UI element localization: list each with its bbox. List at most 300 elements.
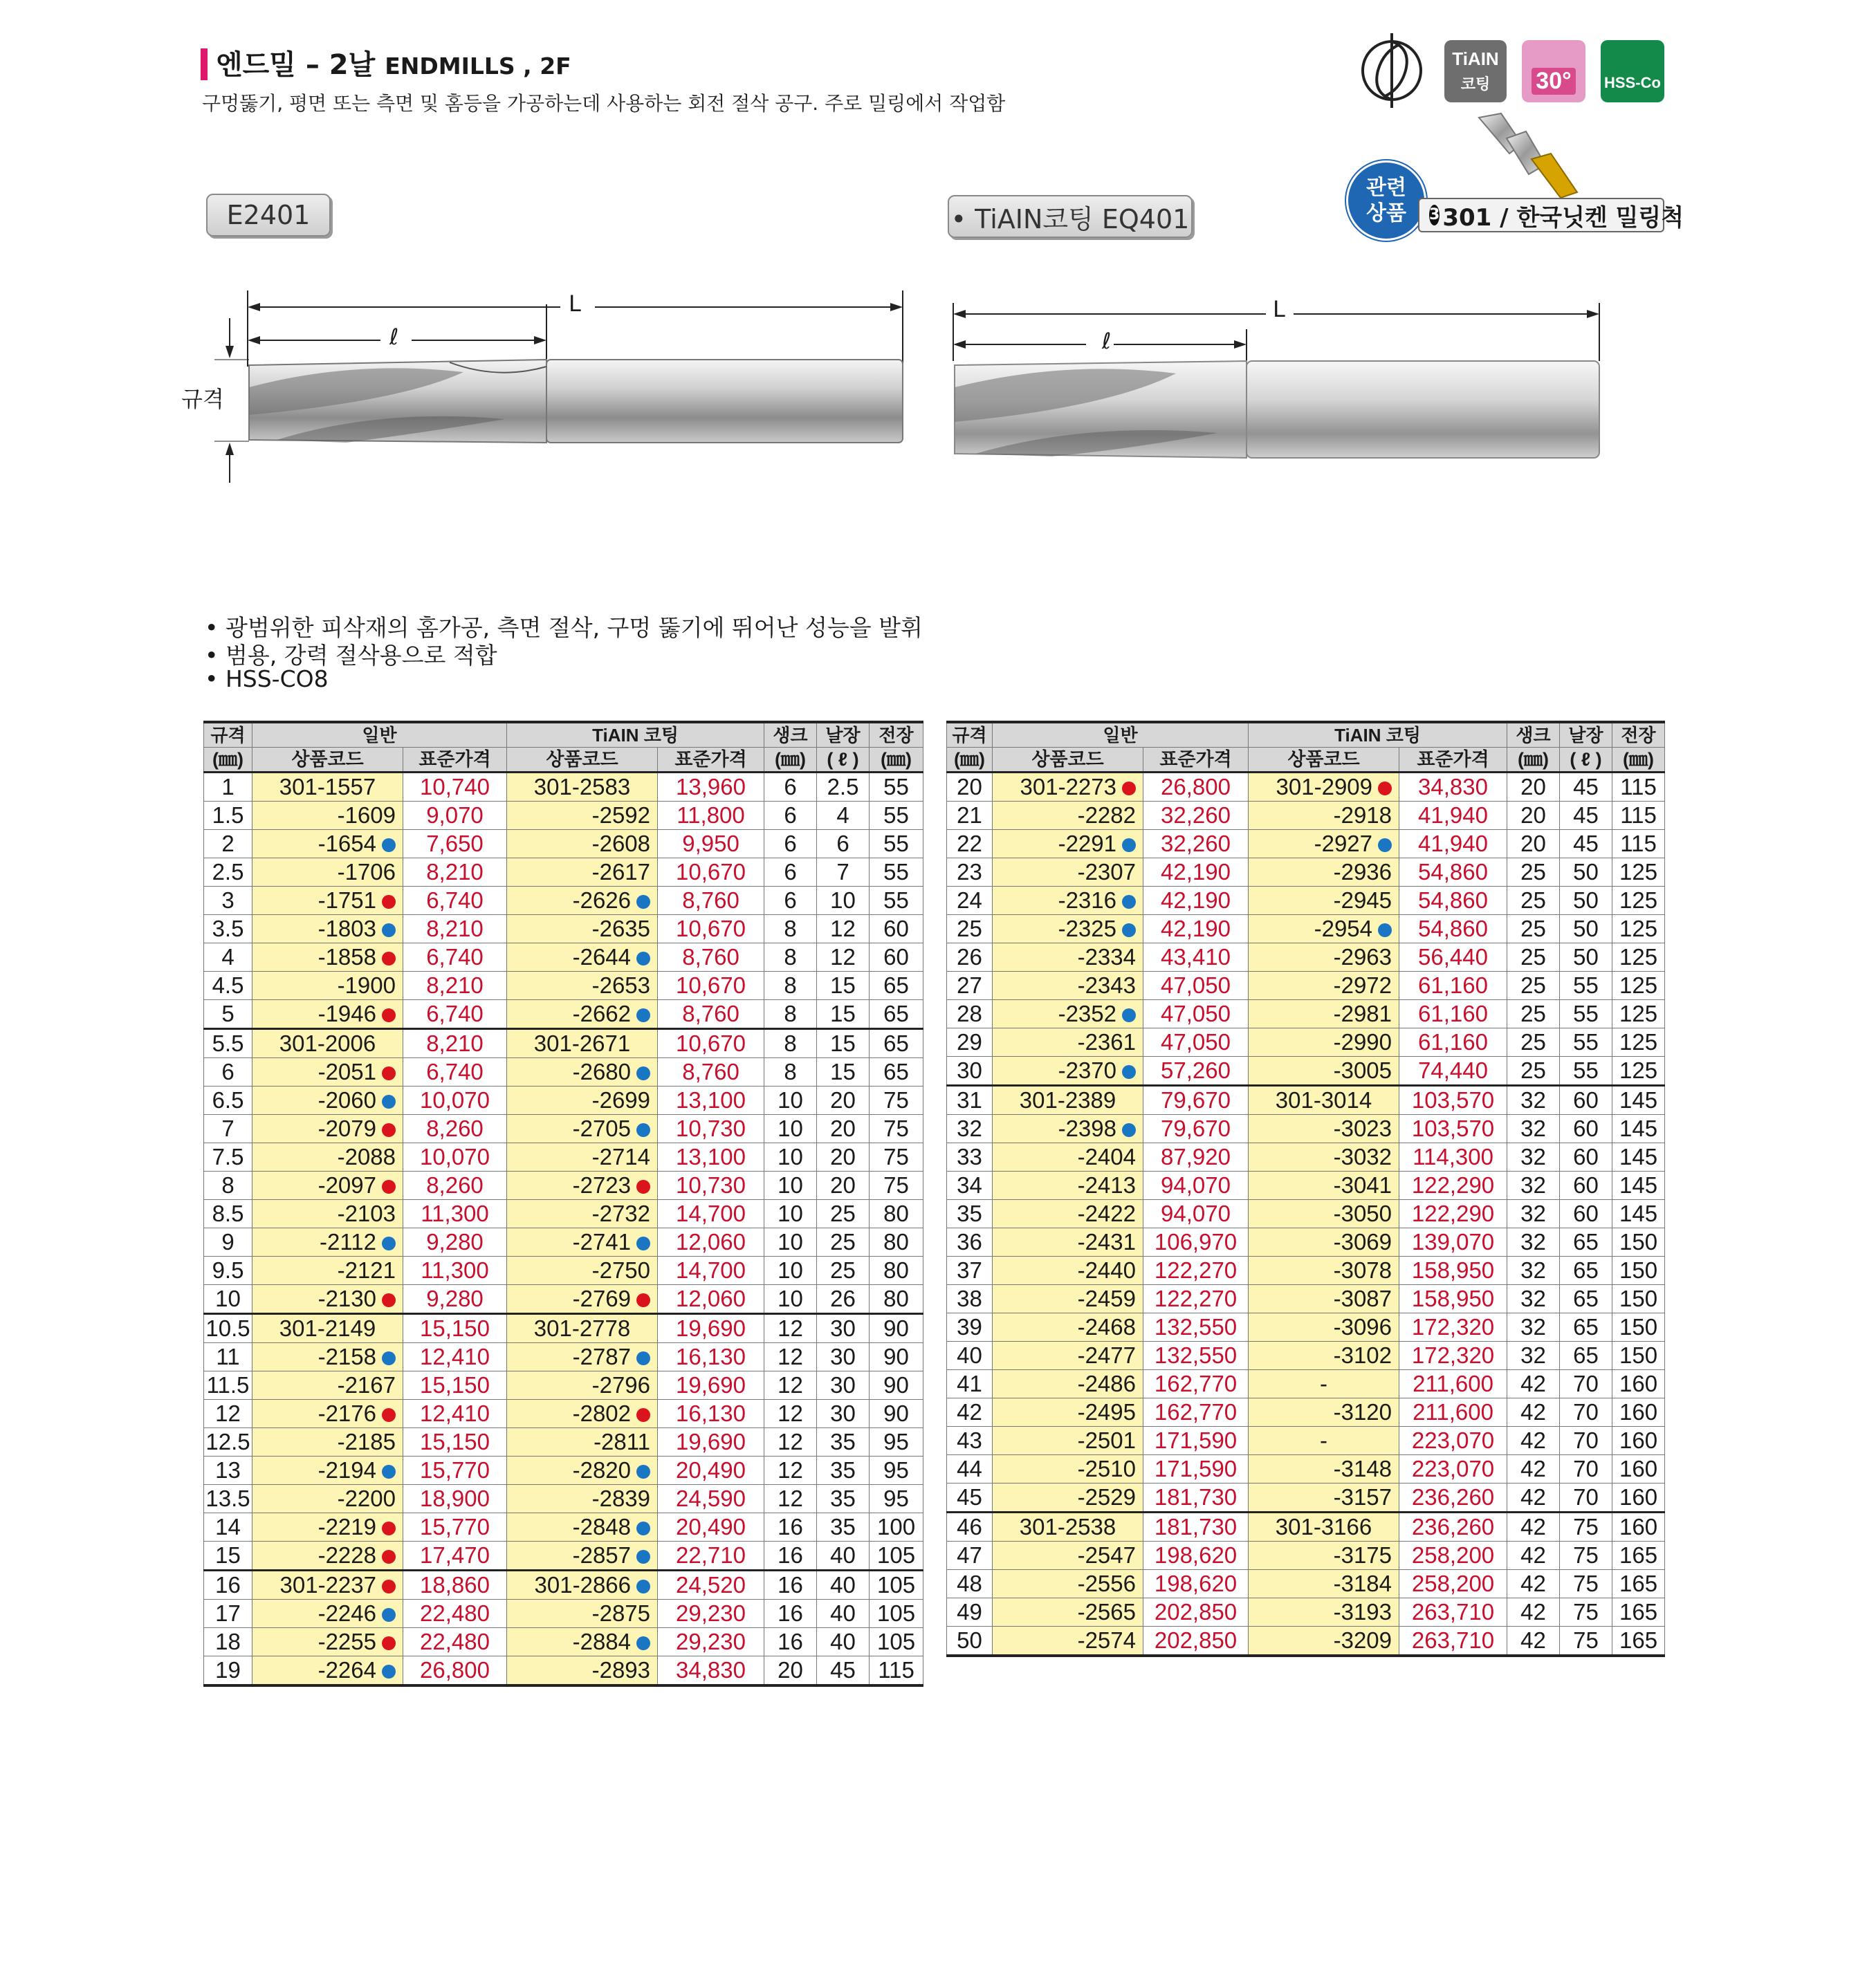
- table-row: [947, 1513, 1665, 1542]
- cell-general-code: -2246: [252, 1600, 403, 1628]
- stock-red-dot-icon: [382, 1636, 396, 1650]
- cell-size: 5: [204, 1000, 252, 1029]
- cell-tialn-code: 301-2671: [507, 1029, 658, 1058]
- stock-red-dot-icon: [382, 895, 396, 909]
- title-en: ENDMILLS , 2F: [385, 53, 571, 80]
- stock-red-dot-icon: [382, 1408, 396, 1422]
- cell-size: 27: [947, 972, 993, 1000]
- cell-tialn-code: -2635: [507, 915, 658, 943]
- cell-shank: 42: [1507, 1542, 1560, 1570]
- cell-size: 1.5: [204, 802, 252, 830]
- cell-flute: 50: [1560, 887, 1612, 915]
- cell-general-code: -2574: [993, 1627, 1143, 1656]
- cell-size: 6.5: [204, 1087, 252, 1115]
- cell-shank: 10: [764, 1285, 817, 1314]
- stock-blue-dot-icon: [1122, 923, 1136, 937]
- cell-tialn-code: -3102: [1249, 1342, 1399, 1370]
- cell-general-code: -2486: [993, 1370, 1143, 1398]
- cell-total: 115: [1612, 830, 1665, 858]
- cell-general-code: -2194: [252, 1457, 403, 1485]
- cell-tialn-code: 301-2583: [507, 773, 658, 802]
- table-row: [204, 915, 923, 943]
- cell-size: 35: [947, 1200, 993, 1228]
- cell-general-code: -1609: [252, 802, 403, 830]
- cell-shank: 16: [764, 1628, 817, 1656]
- cell-size: 7: [204, 1115, 252, 1143]
- stock-blue-dot-icon: [1122, 1123, 1136, 1137]
- cell-shank: 16: [764, 1513, 817, 1542]
- cell-shank: 25: [1507, 1000, 1560, 1028]
- cell-tialn-code: -2741: [507, 1228, 658, 1257]
- cell-tialn-price: 29,230: [658, 1628, 764, 1656]
- cell-general-code: 301-2389: [993, 1086, 1143, 1115]
- cell-tialn-price: 139,070: [1399, 1228, 1507, 1257]
- col-size-unit: (㎜): [204, 748, 252, 773]
- cell-tialn-code: -3069: [1249, 1228, 1399, 1257]
- cell-flute: 45: [817, 1656, 870, 1686]
- cell-general-price: 198,620: [1143, 1542, 1249, 1570]
- cell-tialn-price: 16,130: [658, 1400, 764, 1428]
- table-row: [204, 1513, 923, 1542]
- cell-size: 23: [947, 858, 993, 887]
- cell-flute: 55: [1560, 1028, 1612, 1057]
- cell-general-code: 301-2273: [993, 773, 1143, 802]
- col-general: 일반: [252, 722, 507, 748]
- cell-tialn-price: 24,520: [658, 1571, 764, 1600]
- table-row: [947, 858, 1665, 887]
- related-number-icon: 3: [1429, 205, 1440, 225]
- cell-general-code: -2088: [252, 1143, 403, 1172]
- table-row: [204, 773, 923, 802]
- cell-general-price: 47,050: [1143, 1028, 1249, 1057]
- cell-total: 150: [1612, 1342, 1665, 1370]
- cell-flute: 45: [1560, 802, 1612, 830]
- cell-general-code: -2556: [993, 1570, 1143, 1598]
- cell-general-price: 7,650: [403, 830, 507, 858]
- cell-size: 9.5: [204, 1257, 252, 1285]
- cell-size: 3: [204, 887, 252, 915]
- cell-shank: 6: [764, 830, 817, 858]
- cell-size: 31: [947, 1086, 993, 1115]
- dim-label-l-left: ℓ: [389, 324, 399, 350]
- cell-shank: 10: [764, 1200, 817, 1228]
- cell-shank: 42: [1507, 1455, 1560, 1484]
- cell-total: 75: [870, 1143, 923, 1172]
- cell-shank: 6: [764, 858, 817, 887]
- cell-tialn-code: -3175: [1249, 1542, 1399, 1570]
- cell-total: 165: [1612, 1542, 1665, 1570]
- cell-tialn-code: -2857: [507, 1542, 658, 1571]
- cell-general-code: -2529: [993, 1484, 1143, 1513]
- cell-total: 115: [1612, 802, 1665, 830]
- cell-general-code: -2079: [252, 1115, 403, 1143]
- cell-general-price: 9,280: [403, 1285, 507, 1314]
- table-row: [204, 1058, 923, 1087]
- cell-total: 105: [870, 1600, 923, 1628]
- cell-shank: 8: [764, 1000, 817, 1029]
- cell-flute: 6: [817, 830, 870, 858]
- cell-total: 95: [870, 1428, 923, 1457]
- cell-size: 4.5: [204, 972, 252, 1000]
- cell-total: 160: [1612, 1427, 1665, 1455]
- cell-tialn-code: 301-2866: [507, 1571, 658, 1600]
- cell-general-code: -1654: [252, 830, 403, 858]
- cell-shank: 6: [764, 773, 817, 802]
- cell-general-code: -2291: [993, 830, 1143, 858]
- cell-total: 165: [1612, 1598, 1665, 1627]
- cell-total: 160: [1612, 1398, 1665, 1427]
- cell-tialn-price: 34,830: [1399, 773, 1507, 802]
- cell-flute: 30: [817, 1400, 870, 1428]
- cell-total: 75: [870, 1115, 923, 1143]
- cell-general-price: 79,670: [1143, 1086, 1249, 1115]
- col-code: 상품코드: [993, 748, 1143, 773]
- cell-flute: 60: [1560, 1143, 1612, 1172]
- cell-tialn-price: 19,690: [658, 1371, 764, 1400]
- cell-total: 65: [870, 1029, 923, 1058]
- cell-tialn-price: 103,570: [1399, 1086, 1507, 1115]
- cell-total: 55: [870, 858, 923, 887]
- col-shank-unit: (㎜): [764, 748, 817, 773]
- cell-tialn-code: -3193: [1249, 1598, 1399, 1627]
- cell-size: 45: [947, 1484, 993, 1513]
- cell-general-code: -2565: [993, 1598, 1143, 1627]
- cell-size: 12.5: [204, 1428, 252, 1457]
- cell-size: 6: [204, 1058, 252, 1087]
- cell-size: 40: [947, 1342, 993, 1370]
- cell-shank: 42: [1507, 1598, 1560, 1627]
- cell-tialn-code: -2705: [507, 1115, 658, 1143]
- cell-tialn-code: -3184: [1249, 1570, 1399, 1598]
- cell-flute: 40: [817, 1542, 870, 1571]
- cell-shank: 25: [1507, 858, 1560, 887]
- cell-total: 65: [870, 1000, 923, 1029]
- table-row: [947, 1570, 1665, 1598]
- cell-total: 90: [870, 1371, 923, 1400]
- table-row: [204, 1485, 923, 1513]
- cell-general-price: 22,480: [403, 1628, 507, 1656]
- table-row: [204, 1371, 923, 1400]
- cell-general-price: 12,410: [403, 1343, 507, 1371]
- cell-total: 100: [870, 1513, 923, 1542]
- cell-shank: 42: [1507, 1427, 1560, 1455]
- col-price: 표준가격: [403, 748, 507, 773]
- cell-total: 145: [1612, 1172, 1665, 1200]
- cell-tialn-price: 41,940: [1399, 802, 1507, 830]
- cell-tialn-code: -2732: [507, 1200, 658, 1228]
- cell-tialn-code: -3096: [1249, 1313, 1399, 1342]
- cell-tialn-price: 24,590: [658, 1485, 764, 1513]
- cell-general-price: 8,260: [403, 1172, 507, 1200]
- cell-flute: 65: [1560, 1257, 1612, 1285]
- cell-tialn-code: -2608: [507, 830, 658, 858]
- cell-tialn-code: -2802: [507, 1400, 658, 1428]
- cell-flute: 50: [1560, 915, 1612, 943]
- stock-blue-dot-icon: [1122, 1065, 1136, 1079]
- cell-tialn-price: 10,670: [658, 972, 764, 1000]
- table-row: [947, 915, 1665, 943]
- cell-general-code: -1803: [252, 915, 403, 943]
- stock-blue-dot-icon: [636, 1123, 650, 1137]
- cell-general-code: -2219: [252, 1513, 403, 1542]
- cell-size: 1: [204, 773, 252, 802]
- cell-general-code: 301-2149: [252, 1314, 403, 1343]
- cell-general-price: 9,070: [403, 802, 507, 830]
- cell-shank: 32: [1507, 1228, 1560, 1257]
- cell-shank: 20: [1507, 830, 1560, 858]
- cell-tialn-code: -2787: [507, 1343, 658, 1371]
- cell-total: 125: [1612, 858, 1665, 887]
- stock-blue-dot-icon: [636, 1066, 650, 1080]
- cell-general-code: -2501: [993, 1427, 1143, 1455]
- cell-general-code: -2158: [252, 1343, 403, 1371]
- cell-size: 5.5: [204, 1029, 252, 1058]
- cell-size: 10.5: [204, 1314, 252, 1343]
- cell-size: 36: [947, 1228, 993, 1257]
- cell-tialn-code: -2653: [507, 972, 658, 1000]
- cell-general-price: 8,210: [403, 972, 507, 1000]
- table-row: [204, 1600, 923, 1628]
- cell-flute: 20: [817, 1172, 870, 1200]
- cell-shank: 10: [764, 1172, 817, 1200]
- cell-flute: 30: [817, 1343, 870, 1371]
- cell-size: 4: [204, 943, 252, 972]
- cell-total: 165: [1612, 1570, 1665, 1598]
- cell-size: 11: [204, 1343, 252, 1371]
- coating-icon-subtext: 코팅: [1460, 75, 1491, 93]
- title-accent-bar: [201, 48, 208, 80]
- cell-size: 13: [204, 1457, 252, 1485]
- cell-size: 21: [947, 802, 993, 830]
- col-code: 상품코드: [1249, 748, 1399, 773]
- cell-shank: 42: [1507, 1370, 1560, 1398]
- cell-tialn-price: 223,070: [1399, 1427, 1507, 1455]
- cell-tialn-code: -2927: [1249, 830, 1399, 858]
- cell-flute: 20: [817, 1087, 870, 1115]
- cell-tialn-code: 301-2778: [507, 1314, 658, 1343]
- cell-general-code: -2228: [252, 1542, 403, 1571]
- cell-size: 18: [204, 1628, 252, 1656]
- cell-tialn-code: -3087: [1249, 1285, 1399, 1313]
- table-row: [204, 1400, 923, 1428]
- cell-general-code: -2413: [993, 1172, 1143, 1200]
- cell-general-code: 301-2006: [252, 1029, 403, 1058]
- table-row: [947, 1228, 1665, 1257]
- cell-general-price: 8,210: [403, 858, 507, 887]
- cell-size: 19: [204, 1656, 252, 1686]
- cell-tialn-code: 301-2909: [1249, 773, 1399, 802]
- cell-general-code: -2255: [252, 1628, 403, 1656]
- cell-shank: 8: [764, 943, 817, 972]
- col-size: 규격: [947, 722, 993, 748]
- related-product-link[interactable]: [1418, 198, 1684, 232]
- cell-flute: 55: [1560, 1057, 1612, 1086]
- cell-tialn-code: -3148: [1249, 1455, 1399, 1484]
- col-size: 규격: [204, 722, 252, 748]
- cell-total: 55: [870, 830, 923, 858]
- cell-tialn-price: 158,950: [1399, 1285, 1507, 1313]
- stock-blue-dot-icon: [382, 1237, 396, 1250]
- cell-general-price: 32,260: [1143, 802, 1249, 830]
- cell-shank: 42: [1507, 1398, 1560, 1427]
- stock-blue-dot-icon: [382, 1095, 396, 1109]
- cell-tialn-code: -3120: [1249, 1398, 1399, 1427]
- cell-general-price: 32,260: [1143, 830, 1249, 858]
- col-code: 상품코드: [507, 748, 658, 773]
- cell-total: 105: [870, 1628, 923, 1656]
- cell-tialn-code: -2884: [507, 1628, 658, 1656]
- cell-tialn-price: 11,800: [658, 802, 764, 830]
- table-row: [947, 1285, 1665, 1313]
- tialn-coating-icon: [1444, 40, 1507, 102]
- table-row: [204, 1428, 923, 1457]
- cell-size: 20: [947, 773, 993, 802]
- cell-flute: 40: [817, 1571, 870, 1600]
- cell-shank: 16: [764, 1571, 817, 1600]
- cell-tialn-code: -3041: [1249, 1172, 1399, 1200]
- table-row: [204, 1087, 923, 1115]
- cell-flute: 4: [817, 802, 870, 830]
- cell-total: 125: [1612, 887, 1665, 915]
- cell-tialn-code: -2990: [1249, 1028, 1399, 1057]
- cell-flute: 35: [817, 1457, 870, 1485]
- table-row: [947, 1398, 1665, 1427]
- cell-total: 115: [870, 1656, 923, 1686]
- stock-blue-dot-icon: [382, 1351, 396, 1365]
- cell-general-code: -1858: [252, 943, 403, 972]
- cell-total: 60: [870, 915, 923, 943]
- table-row: [204, 1228, 923, 1257]
- cell-size: 49: [947, 1598, 993, 1627]
- cell-shank: 25: [1507, 887, 1560, 915]
- cell-general-code: -2334: [993, 943, 1143, 972]
- cell-tialn-price: 54,860: [1399, 858, 1507, 887]
- cell-size: 37: [947, 1257, 993, 1285]
- cell-general-code: -2200: [252, 1485, 403, 1513]
- cell-tialn-price: 10,730: [658, 1172, 764, 1200]
- cell-total: 125: [1612, 943, 1665, 972]
- cell-tialn-price: 54,860: [1399, 887, 1507, 915]
- cell-flute: 55: [1560, 1000, 1612, 1028]
- cell-general-code: -2495: [993, 1398, 1143, 1427]
- cell-tialn-code: -2848: [507, 1513, 658, 1542]
- table-row: [947, 1627, 1665, 1656]
- cell-tialn-price: 10,670: [658, 858, 764, 887]
- stock-blue-dot-icon: [636, 1351, 650, 1365]
- cell-general-code: -2398: [993, 1115, 1143, 1143]
- cell-tialn-price: 61,160: [1399, 1000, 1507, 1028]
- cell-tialn-code: -2893: [507, 1656, 658, 1686]
- table-row: [947, 1342, 1665, 1370]
- table-row: [204, 972, 923, 1000]
- cell-flute: 25: [817, 1228, 870, 1257]
- cell-general-price: 10,070: [403, 1087, 507, 1115]
- related-products-badge: [1346, 160, 1426, 241]
- cell-general-price: 18,860: [403, 1571, 507, 1600]
- cell-tialn-code: -2963: [1249, 943, 1399, 972]
- cell-size: 44: [947, 1455, 993, 1484]
- stock-blue-dot-icon: [636, 1465, 650, 1479]
- cell-general-price: 22,480: [403, 1600, 507, 1628]
- cell-general-code: -2352: [993, 1000, 1143, 1028]
- cell-flute: 15: [817, 1029, 870, 1058]
- cell-tialn-price: 29,230: [658, 1600, 764, 1628]
- dim-label-L-right: L: [1273, 296, 1285, 322]
- cell-general-price: 8,260: [403, 1115, 507, 1143]
- helix-angle-text: 30°: [1532, 68, 1575, 95]
- table-row: [204, 1257, 923, 1285]
- cell-flute: 70: [1560, 1370, 1612, 1398]
- table-row: [947, 1257, 1665, 1285]
- stock-blue-dot-icon: [382, 1665, 396, 1679]
- table-row: [204, 1172, 923, 1200]
- cell-general-code: -2185: [252, 1428, 403, 1457]
- cell-general-price: 122,270: [1143, 1257, 1249, 1285]
- cell-tialn-code: -2626: [507, 887, 658, 915]
- cell-shank: 10: [764, 1143, 817, 1172]
- cell-flute: 7: [817, 858, 870, 887]
- stock-blue-dot-icon: [636, 1522, 650, 1535]
- cell-tialn-price: 8,760: [658, 1058, 764, 1087]
- cell-total: 80: [870, 1200, 923, 1228]
- cell-general-code: 301-2538: [993, 1513, 1143, 1542]
- cell-shank: 10: [764, 1115, 817, 1143]
- cell-tialn-price: 19,690: [658, 1314, 764, 1343]
- feature-item: • HSS-CO8: [205, 665, 329, 692]
- cell-general-code: -2547: [993, 1542, 1143, 1570]
- cell-size: 32: [947, 1115, 993, 1143]
- cell-shank: 42: [1507, 1484, 1560, 1513]
- cell-size: 26: [947, 943, 993, 972]
- cell-tialn-price: 13,960: [658, 773, 764, 802]
- cell-tialn-price: 258,200: [1399, 1570, 1507, 1598]
- cell-general-price: 171,590: [1143, 1455, 1249, 1484]
- cell-total: 125: [1612, 1000, 1665, 1028]
- cell-tialn-price: 211,600: [1399, 1370, 1507, 1398]
- cell-shank: 12: [764, 1314, 817, 1343]
- stock-blue-dot-icon: [382, 1465, 396, 1479]
- coating-icon-text: TiAIN: [1452, 48, 1499, 69]
- cell-shank: 32: [1507, 1143, 1560, 1172]
- table-row: [204, 858, 923, 887]
- cell-general-price: 202,850: [1143, 1627, 1249, 1656]
- cell-general-code: -2459: [993, 1285, 1143, 1313]
- cell-shank: 12: [764, 1371, 817, 1400]
- cell-tialn-code: -3023: [1249, 1115, 1399, 1143]
- table-row: [204, 1314, 923, 1343]
- table-row: [947, 1000, 1665, 1028]
- cell-tialn-code: -2945: [1249, 887, 1399, 915]
- cell-flute: 60: [1560, 1172, 1612, 1200]
- table-row: [947, 1115, 1665, 1143]
- table-row: [947, 1172, 1665, 1200]
- cell-general-code: -1751: [252, 887, 403, 915]
- cell-flute: 75: [1560, 1542, 1612, 1570]
- cell-tialn-price: 13,100: [658, 1087, 764, 1115]
- cell-shank: 12: [764, 1485, 817, 1513]
- stock-blue-dot-icon: [636, 1550, 650, 1564]
- cell-total: 105: [870, 1542, 923, 1571]
- cell-tialn-code: -: [1249, 1427, 1399, 1455]
- cell-shank: 25: [1507, 972, 1560, 1000]
- cell-general-code: -2477: [993, 1342, 1143, 1370]
- cell-size: 43: [947, 1427, 993, 1455]
- cell-total: 145: [1612, 1143, 1665, 1172]
- stock-red-dot-icon: [1122, 782, 1136, 795]
- cell-general-price: 18,900: [403, 1485, 507, 1513]
- cell-tialn-code: -2820: [507, 1457, 658, 1485]
- cell-tialn-price: 223,070: [1399, 1455, 1507, 1484]
